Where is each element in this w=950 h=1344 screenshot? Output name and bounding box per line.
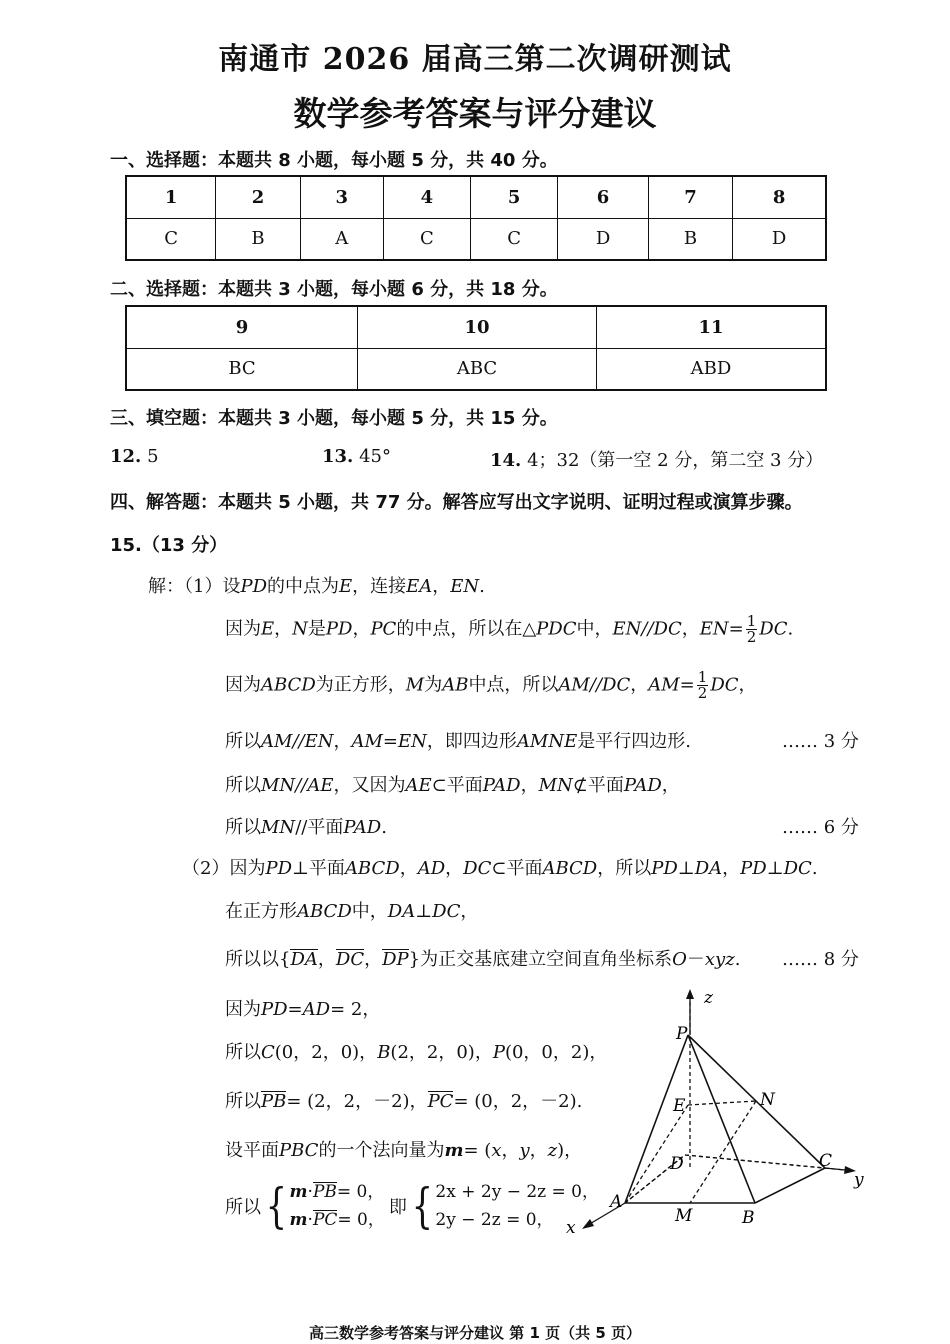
math-text: DC xyxy=(759,618,788,640)
text: ⊂平面 xyxy=(431,775,483,796)
edge-BC xyxy=(755,1168,825,1203)
math-text: DC xyxy=(602,674,631,696)
fraction-denominator: 2 xyxy=(697,684,708,702)
math-text: C xyxy=(261,1042,275,1063)
text: //平面 xyxy=(295,817,344,838)
text: 因为 xyxy=(225,618,261,640)
solution-line-9 xyxy=(225,945,740,971)
q-answer: BC xyxy=(126,348,358,390)
label-B: B xyxy=(742,1208,755,1228)
text: (2，2，0)， xyxy=(390,1042,493,1063)
section2-answer-row xyxy=(126,348,826,390)
label-N: N xyxy=(760,1090,775,1110)
math-text: // xyxy=(589,674,603,696)
vector: PB xyxy=(312,1182,337,1202)
math-text: DC xyxy=(710,674,739,696)
text: 中点，所以 xyxy=(468,674,559,696)
section2-heading: 二、选择题：本题共 3 小题，每小题 6 分，共 18 分。 xyxy=(110,279,558,300)
math-text: AB xyxy=(442,674,469,696)
text: ⊂平面 xyxy=(491,858,543,879)
text: 是平行四边形. xyxy=(577,731,691,752)
text: ， xyxy=(317,949,336,970)
label-M: M xyxy=(675,1206,693,1226)
text: . xyxy=(381,817,387,838)
q-number: 4 xyxy=(383,176,470,218)
math-text: PD xyxy=(240,576,267,597)
text: 为 xyxy=(424,674,443,696)
text: 的一个法向量为 xyxy=(318,1140,445,1161)
solution-line-2 xyxy=(225,614,793,645)
q-answer: D xyxy=(558,218,649,260)
math-text: PAD xyxy=(623,775,662,796)
math-text: AE xyxy=(405,775,432,796)
text: ， xyxy=(722,858,741,879)
math-text: // xyxy=(641,618,654,640)
text: . xyxy=(734,949,741,970)
text: ， xyxy=(681,618,700,640)
text: }为正交基底建立空间直角坐标系 xyxy=(408,949,673,970)
edge-DC xyxy=(685,1155,825,1168)
text: ，连接 xyxy=(352,576,407,597)
math-text: PD xyxy=(261,999,288,1020)
solution-line-6 xyxy=(225,813,387,839)
section4-heading: 四、解答题：本题共 5 小题，共 77 分。解答应写出文字说明、证明过程或演算步骤。 xyxy=(110,492,803,513)
fill-item-12 xyxy=(110,446,159,467)
q-answer: D xyxy=(733,218,826,260)
label-P: P xyxy=(676,1024,688,1044)
text: ， xyxy=(738,674,757,696)
section2-answer-table xyxy=(125,305,827,391)
math-text: N xyxy=(292,618,308,640)
text: . xyxy=(787,618,794,640)
text: 即 xyxy=(388,1197,407,1218)
math-text: DC xyxy=(653,618,682,640)
text: = (2，2，－2)， xyxy=(286,1091,428,1112)
text: 所以 xyxy=(225,1042,261,1063)
math-text: PD xyxy=(651,858,678,879)
q-number: 7 xyxy=(648,176,732,218)
fraction xyxy=(746,614,758,645)
math-text: EN xyxy=(304,731,334,752)
q-number: 11 xyxy=(597,306,827,348)
q-number: 6 xyxy=(558,176,649,218)
section2-number-row xyxy=(126,306,826,348)
math-text: O xyxy=(672,949,687,970)
q-answer: ABC xyxy=(358,348,597,390)
brace-glyph: { xyxy=(411,1178,433,1234)
text: 中， xyxy=(576,618,613,640)
math-text: MN xyxy=(261,775,296,796)
math-text: EA xyxy=(406,576,433,597)
q-answer: C xyxy=(126,218,216,260)
q-number: 8 xyxy=(733,176,826,218)
text: （2）因为 xyxy=(182,858,266,879)
text: = xyxy=(728,618,744,640)
math-text: PAD xyxy=(343,817,382,838)
text: = xyxy=(287,999,303,1020)
text: 因为 xyxy=(225,674,261,696)
text: 所以 xyxy=(225,775,261,796)
document-title: 南通市 2026 届高三第二次调研测试 xyxy=(218,42,732,77)
label-z: z xyxy=(704,988,713,1008)
vector: DA xyxy=(290,949,318,970)
math-text: EN xyxy=(699,618,729,640)
math-text: DC xyxy=(783,858,812,879)
math-text: AM xyxy=(261,731,293,752)
math-text: PD xyxy=(740,858,767,879)
label-E: E xyxy=(673,1096,686,1116)
document-subtitle: 数学参考答案与评分建议 xyxy=(293,94,657,133)
solution-line-8 xyxy=(225,897,478,923)
math-text: AM xyxy=(648,674,680,696)
math-text: PD xyxy=(265,858,292,879)
label-y: y xyxy=(854,1170,864,1190)
math-text: DA xyxy=(694,858,723,879)
text: ， xyxy=(630,674,649,696)
fraction-numerator: 1 xyxy=(746,612,757,630)
solution-line-14 xyxy=(225,1178,599,1234)
text: ， xyxy=(460,901,479,922)
q-number: 10 xyxy=(358,306,597,348)
equation-system-1 xyxy=(290,1178,385,1234)
math-text: // xyxy=(292,731,305,752)
label-A: A xyxy=(610,1192,623,1212)
q-number: 1 xyxy=(126,176,216,218)
score-marker: …… 8 分 xyxy=(782,949,859,970)
text: = 0， xyxy=(336,1182,385,1202)
q-answer: ABD xyxy=(597,348,827,390)
solution-line-3 xyxy=(225,670,757,701)
math-text: z xyxy=(547,1140,558,1161)
text: ， xyxy=(445,858,464,879)
fraction-numerator: 1 xyxy=(697,668,708,686)
item-number: 12. xyxy=(110,446,142,467)
section1-answer-row xyxy=(126,218,826,260)
math-text: AM xyxy=(351,731,383,752)
q-number: 5 xyxy=(471,176,558,218)
text: ，又因为 xyxy=(333,775,406,796)
math-text: AMNE xyxy=(516,731,578,752)
math-text: m xyxy=(444,1140,464,1161)
math-text: AE xyxy=(307,775,334,796)
math-text: E xyxy=(339,576,353,597)
item-answer: 4；32（第一空 2 分，第二空 3 分） xyxy=(527,450,824,471)
math-text: AD xyxy=(302,999,331,1020)
text: 解：（1）设 xyxy=(148,576,241,597)
fraction xyxy=(697,670,709,701)
text: · xyxy=(307,1210,313,1230)
z-axis-arrow xyxy=(686,989,694,999)
vector: PC xyxy=(312,1210,338,1230)
text: . xyxy=(479,576,485,597)
text: 中， xyxy=(351,901,388,922)
text: ， xyxy=(520,775,539,796)
text: ⊥ xyxy=(415,901,433,922)
q-answer: B xyxy=(216,218,300,260)
text: 是 xyxy=(307,618,326,640)
math-text: AD xyxy=(417,858,446,879)
segment-EN xyxy=(688,1101,756,1105)
item-answer: 45° xyxy=(359,446,391,467)
math-text: xyz xyxy=(704,949,735,970)
math-text: y xyxy=(519,1140,530,1161)
section1-number-row xyxy=(126,176,826,218)
solution-line-12 xyxy=(225,1087,582,1113)
text: ，即四边形 xyxy=(426,731,517,752)
text: ⊥ xyxy=(677,858,695,879)
section1-answer-table xyxy=(125,175,827,261)
text: = xyxy=(679,674,695,696)
text: － xyxy=(686,949,705,970)
text: (0，0，2)， xyxy=(504,1042,608,1063)
math-text: ABCD xyxy=(542,858,598,879)
math-text: E xyxy=(261,618,275,640)
math-text: PD xyxy=(325,618,353,640)
fill-item-14 xyxy=(490,446,823,472)
math-text: x xyxy=(491,1140,502,1161)
math-text: EN xyxy=(612,618,642,640)
segment-NM xyxy=(690,1101,756,1203)
equation: 2x + 2y − 2z = 0， xyxy=(435,1182,599,1202)
text: 所以以{ xyxy=(225,949,291,970)
text: ， xyxy=(274,618,293,640)
label-x: x xyxy=(566,1218,576,1235)
solution-line-5 xyxy=(225,771,680,797)
fill-item-13 xyxy=(322,446,391,467)
x-axis-arrow xyxy=(582,1219,594,1229)
math-text: ABCD xyxy=(297,901,352,922)
math-text: m xyxy=(289,1210,308,1230)
text: ， xyxy=(432,576,451,597)
text: ， xyxy=(333,731,352,752)
solution-line-13 xyxy=(225,1136,582,1162)
fraction-denominator: 2 xyxy=(746,628,757,646)
question-15-label: 15.（13 分） xyxy=(110,535,228,556)
math-text: M xyxy=(405,674,425,696)
text: 为正方形， xyxy=(315,674,406,696)
text: ， xyxy=(352,618,371,640)
item-number: 14. xyxy=(490,450,522,471)
edge-PC xyxy=(688,1035,825,1168)
math-text: P xyxy=(492,1042,505,1063)
solution-line-7 xyxy=(182,854,818,880)
text: ⊄平面 xyxy=(572,775,624,796)
math-text: B xyxy=(377,1042,391,1063)
text: · xyxy=(307,1182,313,1202)
section3-heading: 三、填空题：本题共 3 小题，每小题 5 分，共 15 分。 xyxy=(110,408,558,429)
text: = 0， xyxy=(337,1210,385,1230)
math-text: PBC xyxy=(279,1140,319,1161)
math-text: PAD xyxy=(482,775,521,796)
text: )， xyxy=(557,1140,583,1161)
text: 因为 xyxy=(225,999,261,1020)
page-footer: 高三数学参考答案与评分建议 第 1 页（共 5 页） xyxy=(309,1324,641,1342)
math-text: // xyxy=(295,775,308,796)
q-answer: C xyxy=(471,218,558,260)
math-text: DA xyxy=(387,901,416,922)
math-text: DC xyxy=(432,901,461,922)
text: 的中点为 xyxy=(267,576,339,597)
text: 所以 xyxy=(225,1091,261,1112)
text: ， xyxy=(501,1140,520,1161)
text: 的中点，所以在△ xyxy=(396,618,537,640)
q-answer: C xyxy=(383,218,470,260)
q-answer: A xyxy=(300,218,383,260)
math-text: ABCD xyxy=(344,858,400,879)
text: = (0，2，－2). xyxy=(453,1091,583,1112)
solution-line-10 xyxy=(225,995,380,1021)
q-answer: B xyxy=(648,218,732,260)
vector: PC xyxy=(427,1091,454,1112)
text: ， xyxy=(529,1140,548,1161)
vector: DP xyxy=(382,949,409,970)
text: ，所以 xyxy=(597,858,652,879)
text: ， xyxy=(399,858,418,879)
vector: DC xyxy=(335,949,365,970)
math-text: DC xyxy=(463,858,492,879)
text: = xyxy=(382,731,398,752)
vector: PB xyxy=(261,1091,287,1112)
math-text: PDC xyxy=(536,618,577,640)
math-text: MN xyxy=(261,817,296,838)
label-D: D xyxy=(670,1154,684,1174)
solution-line-1 xyxy=(148,572,485,598)
math-text: EN xyxy=(398,731,427,752)
q-number: 9 xyxy=(126,306,358,348)
score-marker: …… 3 分 xyxy=(782,731,859,752)
text: 所以 xyxy=(225,731,261,752)
equation: 2y − 2z = 0， xyxy=(435,1210,554,1230)
text: (0，2，0)， xyxy=(274,1042,378,1063)
text: 设平面 xyxy=(225,1140,279,1161)
math-text: PC xyxy=(370,618,397,640)
section1-heading: 一、选择题：本题共 8 小题，每小题 5 分，共 40 分。 xyxy=(110,150,558,171)
brace-glyph: { xyxy=(265,1178,287,1234)
label-C: C xyxy=(819,1151,833,1171)
math-text: AM xyxy=(558,674,590,696)
q-number: 3 xyxy=(300,176,383,218)
math-text: ABCD xyxy=(261,674,316,696)
text: = 2， xyxy=(330,999,381,1020)
text: ， xyxy=(364,949,383,970)
math-text: MN xyxy=(538,775,573,796)
pyramid-figure xyxy=(560,985,880,1235)
item-answer: 5 xyxy=(147,446,159,467)
text: 所以 xyxy=(225,1197,261,1218)
item-number: 13. xyxy=(322,446,354,467)
q-number: 2 xyxy=(216,176,300,218)
text: ， xyxy=(661,775,680,796)
text: 在正方形 xyxy=(225,901,297,922)
text: ⊥ xyxy=(766,858,784,879)
math-text: m xyxy=(289,1182,308,1202)
solution-line-4 xyxy=(225,727,691,753)
text: ⊥平面 xyxy=(292,858,345,879)
solution-line-11 xyxy=(225,1038,607,1064)
score-marker: …… 6 分 xyxy=(782,817,859,838)
text: 所以 xyxy=(225,817,261,838)
math-text: EN xyxy=(450,576,480,597)
text: . xyxy=(811,858,818,879)
text: = ( xyxy=(463,1140,492,1161)
